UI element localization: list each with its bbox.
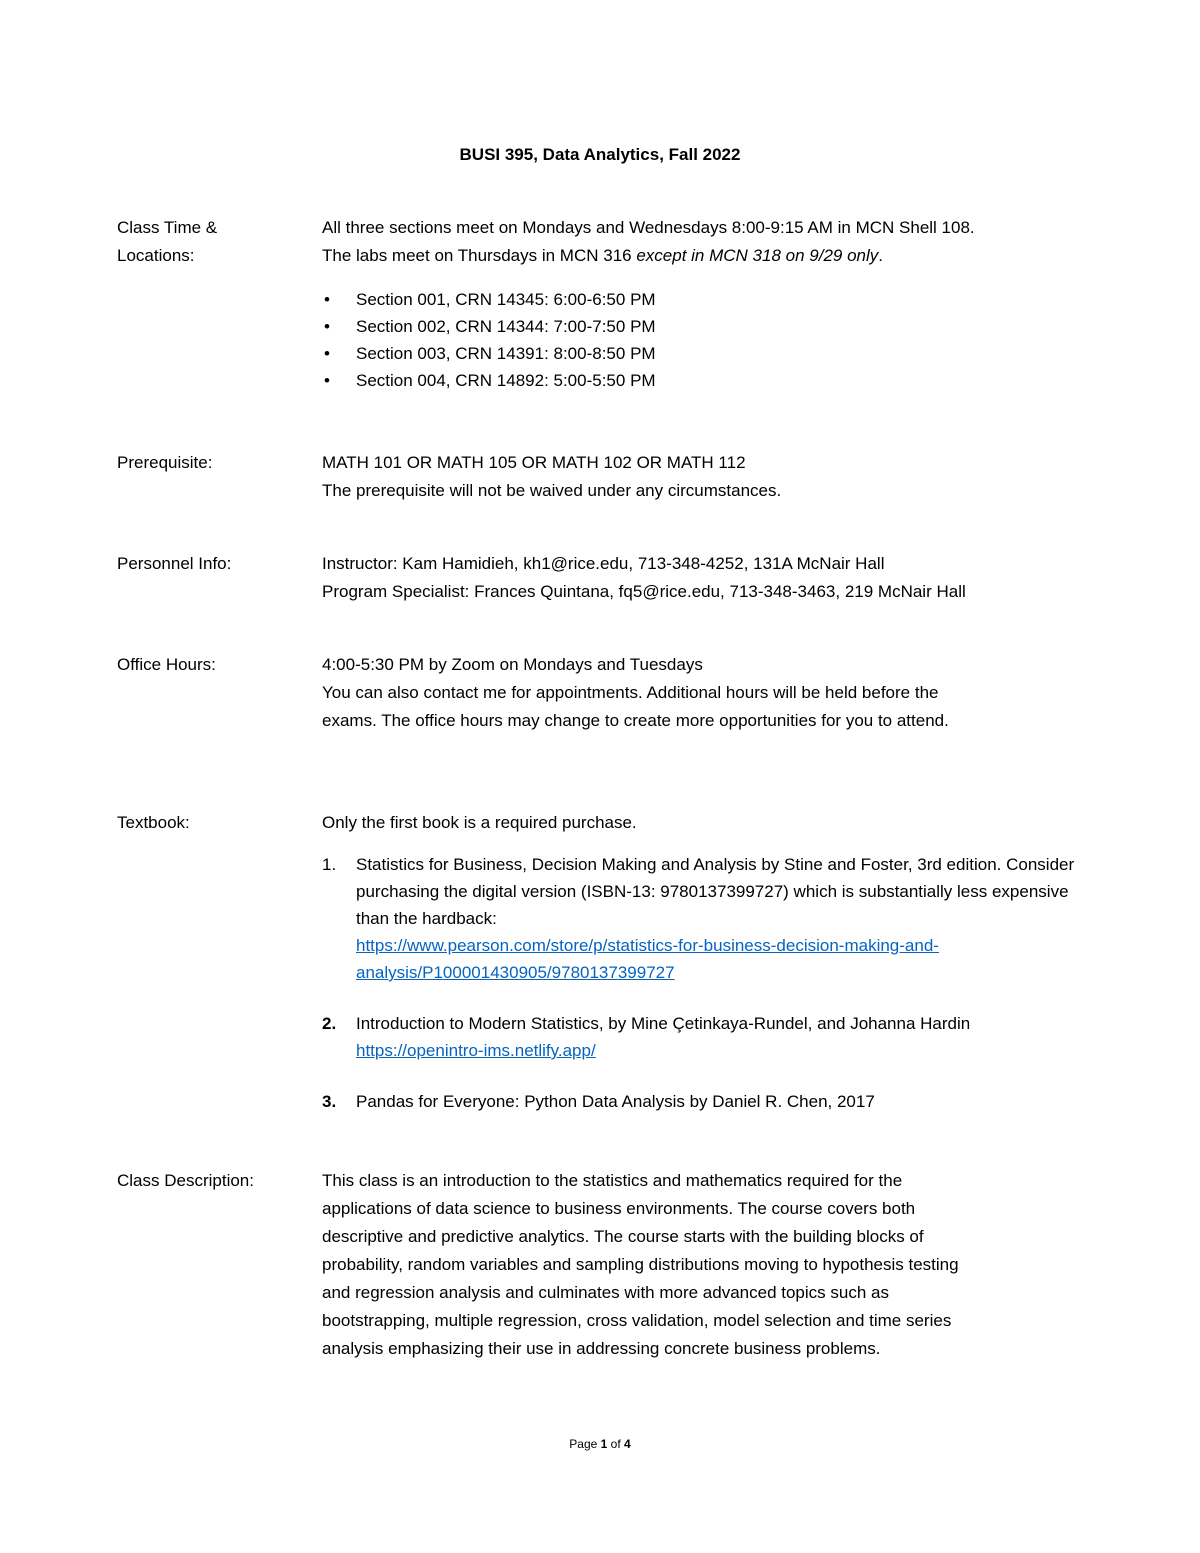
prerequisite-label: Prerequisite: xyxy=(117,453,213,472)
pearson-link-line2: analysis/P100001430905/9780137399727 xyxy=(356,963,675,982)
class-time-label-line2: Locations: xyxy=(117,246,195,265)
textbook-intro: Only the first book is a required purchase. xyxy=(322,813,637,832)
list-item xyxy=(322,1088,1097,1115)
office-hours-line3: exams. The office hours may change to create more opportunities for you to attend. xyxy=(322,711,949,730)
description-line: applications of data science to business environments. The course covers both xyxy=(322,1199,916,1218)
class-description-content xyxy=(322,1167,1097,1363)
textbook-list xyxy=(322,851,1097,1115)
prerequisite-courses: MATH 101 OR MATH 105 OR MATH 102 OR MATH 112 xyxy=(322,453,746,472)
labs-text: The labs meet on Thursdays in MCN 316 xyxy=(322,246,637,265)
book-number: 1. xyxy=(322,855,337,874)
document-title: BUSI 395, Data Analytics, Fall 2022 xyxy=(459,145,741,164)
class-time-label-line1: Class Time & xyxy=(117,218,218,237)
book-description: Statistics for Business, Decision Making and Analysis by Stine and Foster, 3rd edition. Consider purchasing the digital version (ISBN-13: 9780137399727) which is substantially less expensive than the hardback: xyxy=(356,855,1075,928)
page-number: 1 xyxy=(600,1437,608,1451)
page-total: 4 xyxy=(624,1437,631,1451)
instructor-info: Instructor: Kam Hamidieh, kh1@rice.edu, 713-348-4252, 131A McNair Hall xyxy=(322,554,885,573)
description-line: and regression analysis and culminates with more advanced topics such as xyxy=(322,1283,889,1302)
list-item xyxy=(322,851,1097,986)
list-item xyxy=(322,1010,1097,1064)
office-hours-content xyxy=(322,651,1097,735)
book-number: 3. xyxy=(322,1092,337,1111)
textbook-label: Textbook: xyxy=(117,813,190,832)
class-time-line2 xyxy=(322,242,1097,270)
page-footer xyxy=(0,1437,1200,1451)
class-time-label xyxy=(117,214,312,270)
labs-exception-text: except in MCN 318 on 9/29 only xyxy=(636,246,879,265)
office-hours-line2: You can also contact me for appointments. Additional hours will be held before the xyxy=(322,683,939,702)
list-item: • Section 001, CRN 14345: 6:00-6:50 PM xyxy=(322,286,1097,313)
book-description: Introduction to Modern Statistics, by Mine Çetinkaya-Rundel, and Johanna Hardin xyxy=(356,1014,971,1033)
class-time-content xyxy=(322,214,1097,394)
personnel-label: Personnel Info: xyxy=(117,554,232,573)
of-word: of xyxy=(610,1437,621,1451)
sections-list xyxy=(322,286,1097,394)
list-item: • Section 002, CRN 14344: 7:00-7:50 PM xyxy=(322,313,1097,340)
pearson-link-line1: https://www.pearson.com/store/p/statistics-for-business-decision-making-and- xyxy=(356,936,939,955)
class-description-label: Class Description: xyxy=(117,1171,254,1190)
description-line: probability, random variables and sampling distributions moving to hypothesis testing xyxy=(322,1255,959,1274)
description-line: descriptive and predictive analytics. The course starts with the building blocks of xyxy=(322,1227,924,1246)
description-line: This class is an introduction to the statistics and mathematics required for the xyxy=(322,1171,903,1190)
labs-period: . xyxy=(878,246,883,265)
book-number: 2. xyxy=(322,1014,337,1033)
description-line: analysis emphasizing their use in addressing concrete business problems. xyxy=(322,1339,881,1358)
prerequisite-note: The prerequisite will not be waived under any circumstances. xyxy=(322,481,782,500)
prerequisite-content xyxy=(322,449,1097,505)
program-specialist-info: Program Specialist: Frances Quintana, fq5@rice.edu, 713-348-3463, 219 McNair Hall xyxy=(322,582,966,601)
list-item: • Section 004, CRN 14892: 5:00-5:50 PM xyxy=(322,367,1097,394)
book-description: Pandas for Everyone: Python Data Analysis by Daniel R. Chen, 2017 xyxy=(356,1092,875,1111)
textbook-content xyxy=(322,809,1097,1115)
office-hours-line1: 4:00-5:30 PM by Zoom on Mondays and Tuesdays xyxy=(322,655,703,674)
personnel-content xyxy=(322,550,1097,606)
description-line: bootstrapping, multiple regression, cross validation, model selection and time series xyxy=(322,1311,952,1330)
class-time-line1: All three sections meet on Mondays and Wednesdays 8:00-9:15 AM in MCN Shell 108. xyxy=(322,218,975,237)
openintro-link[interactable]: https://openintro-ims.netlify.app/ xyxy=(356,1041,596,1060)
page-word: Page xyxy=(569,1437,598,1451)
office-hours-label: Office Hours: xyxy=(117,655,216,674)
list-item: • Section 003, CRN 14391: 8:00-8:50 PM xyxy=(322,340,1097,367)
pearson-link[interactable] xyxy=(356,936,939,982)
